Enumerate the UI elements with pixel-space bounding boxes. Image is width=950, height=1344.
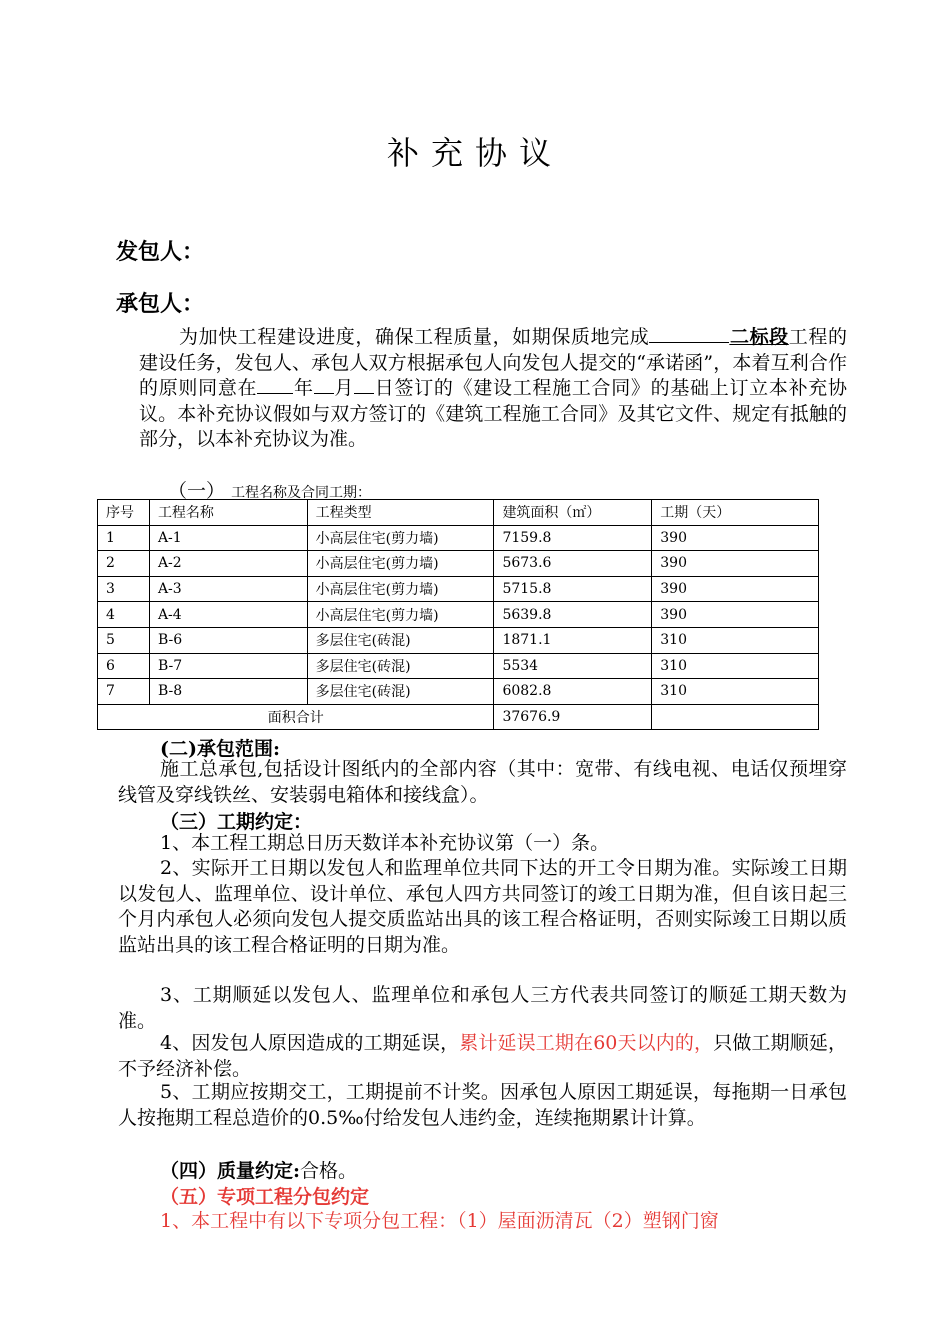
section3-item5: 5、工期应按期交工，工期提前不计奖。因承包人原因工期延误，每拖期一日承包人按拖期工程总造价的0.5‰付给发包人违约金，连续拖期累计计算。 — [118, 1081, 847, 1129]
blank-underline — [649, 326, 729, 343]
table-row — [98, 627, 819, 653]
header-cell: 建筑面积（㎡） — [494, 500, 652, 526]
intro-text-1: 为加快工程建设进度，确保工程质量，如期保质地完成 — [179, 326, 650, 348]
section5-item1: 1、本工程中有以下专项分包工程：（1）屋面沥清瓦（2）塑钢门窗 — [160, 1210, 719, 1232]
table-cell: 3 — [98, 576, 150, 602]
table-cell: 1 — [98, 525, 150, 551]
section2-body: 施工总承包,包括设计图纸内的全部内容（其中：宽带、有线电视、电话仅预埋穿线管及穿线铁丝、安装弱电箱体和接线盒）。 — [118, 758, 847, 806]
table-row — [98, 602, 819, 628]
table-cell: 多层住宅(砖混) — [307, 627, 494, 653]
table-cell: 5639.8 — [494, 602, 652, 628]
table-row — [98, 576, 819, 602]
table-row — [98, 653, 819, 679]
table-row — [98, 679, 819, 705]
intro-text-2: 工程的建设任务，发包人、承包人双方根据承包人向发包人提交的“承诺函”，本着互利合作的原则同意在 — [139, 326, 847, 399]
table-header-row — [98, 500, 819, 526]
table-cell: 310 — [652, 653, 819, 679]
contractor-label: 承包人： — [116, 291, 205, 317]
table-cell: 多层住宅(砖混) — [307, 653, 494, 679]
document-title: 补充协议 — [386, 134, 563, 172]
intro-paragraph — [139, 325, 847, 453]
section3-item2: 2、实际开工日期以发包人和监理单位共同下达的开工令日期为准。实际竣工日期以发包人、监理单位、设计单位、承包人四方共同签订的竣工日期为准，但自该日起三个月内承包人必须向发包人提交质监站出具的该工程合格证明，否则实际竣工日期以质监站出具的该工程合格证明的日期为准。 — [118, 857, 847, 956]
section5-heading: （五）专项工程分包约定 — [160, 1186, 370, 1208]
table-cell: B-8 — [149, 679, 307, 705]
table-row — [98, 525, 819, 551]
table-cell: 4 — [98, 602, 150, 628]
section-name: 二标段 — [729, 326, 789, 348]
month-blank — [314, 377, 334, 394]
section3-heading: （三）工期约定： — [160, 811, 313, 833]
header-cell: 序号 — [98, 500, 150, 526]
year-blank — [257, 377, 293, 394]
year-label: 年 — [293, 377, 314, 399]
table-cell: 310 — [652, 679, 819, 705]
table-cell: B-7 — [149, 653, 307, 679]
section1-number: （一） — [168, 480, 226, 502]
table-cell: 390 — [652, 551, 819, 577]
table-cell: 2 — [98, 551, 150, 577]
total-label: 面积合计 — [98, 704, 494, 730]
total-value: 37676.9 — [494, 704, 652, 730]
section3-item1: 1、本工程工期总日历天数详本补充协议第（一）条。 — [160, 832, 610, 854]
table-cell: 小高层住宅(剪力墙) — [307, 576, 494, 602]
header-cell: 工程名称 — [149, 500, 307, 526]
table-cell: 小高层住宅(剪力墙) — [307, 525, 494, 551]
day-blank — [354, 377, 374, 394]
table-cell: A-3 — [149, 576, 307, 602]
table-cell: B-6 — [149, 627, 307, 653]
table-cell: 6082.8 — [494, 679, 652, 705]
header-cell: 工期（天） — [652, 500, 819, 526]
table-cell: 7 — [98, 679, 150, 705]
project-table — [97, 499, 819, 730]
table-cell: 7159.8 — [494, 525, 652, 551]
section4-value: 合格。 — [300, 1160, 358, 1182]
table-cell: A-2 — [149, 551, 307, 577]
table-cell: 5534 — [494, 653, 652, 679]
total-empty-cell — [652, 704, 819, 730]
table-cell: 小高层住宅(剪力墙) — [307, 551, 494, 577]
section3-item3: 3、工期顺延以发包人、监理单位和承包人三方代表共同签订的顺延工期天数为准。 — [118, 984, 847, 1032]
month-label: 月 — [333, 377, 355, 399]
table-cell: 390 — [652, 602, 819, 628]
table-cell: 310 — [652, 627, 819, 653]
item4-highlight: 累计延误工期在60天以内的， — [459, 1032, 714, 1054]
section3-item4 — [118, 1031, 847, 1082]
intro-text-3: 日签订的《建设工程施工合同》的基础上订立本补充协议。本补充协议假如与双方签订的《建筑工程施工合同》及其它文件、规定有抵触的部分，以本补充协议为准。 — [139, 377, 847, 450]
table-cell: A-1 — [149, 525, 307, 551]
table-row — [98, 551, 819, 577]
table-cell: 5 — [98, 627, 150, 653]
section4-line — [160, 1156, 357, 1183]
table-cell: 6 — [98, 653, 150, 679]
table-cell: 5673.6 — [494, 551, 652, 577]
table-cell: 1871.1 — [494, 627, 652, 653]
table-cell: A-4 — [149, 602, 307, 628]
employer-label: 发包人： — [116, 239, 205, 265]
section2-heading: (二)承包范围: — [160, 738, 280, 760]
table-total-row — [98, 704, 819, 730]
table-cell: 390 — [652, 576, 819, 602]
table-cell: 390 — [652, 525, 819, 551]
table-cell: 多层住宅(砖混) — [307, 679, 494, 705]
item4-text-a: 4、因发包人原因造成的工期延误， — [160, 1032, 460, 1054]
header-cell: 工程类型 — [307, 500, 494, 526]
section4-heading: （四）质量约定: — [160, 1160, 301, 1182]
table-cell: 小高层住宅(剪力墙) — [307, 602, 494, 628]
item4-text-b: 只做工期顺延，不予经济补偿。 — [118, 1032, 847, 1080]
section1-title: 工程名称及合同工期： — [231, 485, 372, 501]
table-cell: 5715.8 — [494, 576, 652, 602]
